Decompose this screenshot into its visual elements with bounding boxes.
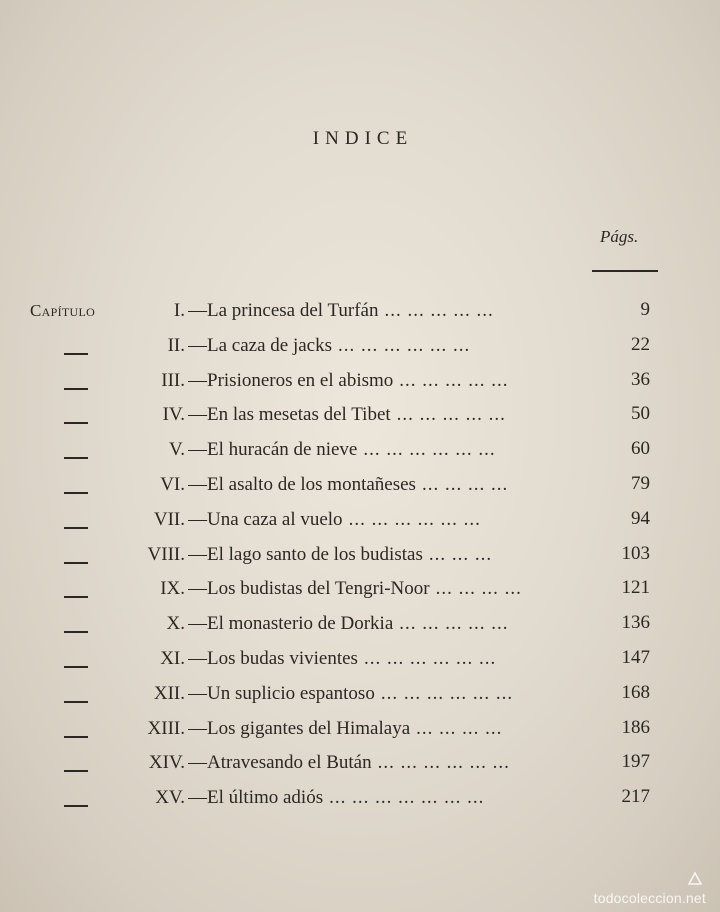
chapter-title: —Los budas vivientes [188,647,358,669]
chapter-title: —El lago santo de los budistas [188,543,423,565]
toc-entry [0,571,720,606]
chapter-title-line [188,300,596,322]
ditto-dash [64,388,88,390]
chapter-numeral: XIII. [147,717,185,739]
dot-leaders: ... ... ... ... ... ... [338,334,471,356]
chapter-numeral: XI. [160,647,185,669]
chapter-title: —Un suplicio espantoso [188,682,375,704]
chapter-title-line [188,718,596,740]
ditto-dash [64,422,88,424]
page-number: 147 [621,646,650,668]
chapter-title: —Los budistas del Tengri-Noor [188,578,430,600]
chapter-numeral: IX. [160,578,185,600]
page-number: 60 [631,438,650,460]
chapter-title-line [188,404,596,426]
chapter-numeral: IV. [162,404,185,426]
toc-entry [0,363,720,398]
toc-entry [0,328,720,363]
chapter-title-line [188,683,596,705]
page-number: 186 [621,716,650,738]
chapter-numeral: V. [168,439,185,461]
pages-column-rule [592,270,658,272]
toc-entry [0,745,720,780]
chapter-title-line [188,613,596,635]
chapter-numeral: III. [161,369,185,391]
ditto-dash [64,562,88,564]
chapter-numeral: X. [166,613,185,635]
chapter-title: —La princesa del Turfán [188,300,379,321]
dot-leaders: ... ... ... ... ... [399,613,509,635]
page-number: 168 [621,681,650,703]
page-title: INDICE [312,128,414,149]
chapter-numeral: I. [173,300,185,321]
chapter-numeral: VII. [153,508,185,530]
chapter-numeral: XV. [155,787,185,809]
dot-leaders: ... ... ... ... ... ... [380,682,514,704]
chapter-numeral: II. [167,334,185,356]
chapter-title-line [188,648,596,670]
chapter-title: —La caza de jacks [188,334,332,356]
page-number: 36 [631,368,650,390]
toc-entry [0,397,720,432]
chapter-title-line [188,578,596,600]
toc-entry [0,641,720,676]
toc-entry [0,537,720,572]
toc-entry [0,780,720,815]
ditto-dash [64,805,88,807]
ditto-dash [64,770,88,772]
ditto-dash [64,596,88,598]
chapter-title-line [188,335,596,357]
chapter-title-line [188,474,596,496]
toc-entry [0,293,720,328]
toc-entry [0,606,720,641]
page-number: 9 [640,299,650,320]
dot-leaders: ... ... ... [428,543,493,565]
dot-leaders: ... ... ... ... ... ... ... [329,787,485,809]
chapter-title: —El monasterio de Dorkia [188,613,394,635]
chapter-numeral: XIV. [148,752,185,774]
chapter-title: —El asalto de los montañeses [188,473,416,495]
table-of-contents [0,293,720,815]
dot-leaders: ... ... ... ... ... ... [363,439,496,461]
dot-leaders: ... ... ... ... ... ... [377,752,510,774]
chapter-title-line [188,787,596,809]
page-number: 94 [631,507,650,529]
toc-entry [0,432,720,467]
ditto-dash [64,631,88,633]
page-number: 136 [621,612,650,634]
chapter-title: —Prisioneros en el abismo [188,369,394,391]
page-number: 50 [631,403,650,425]
page-number: 197 [621,751,650,773]
toc-entry [0,467,720,502]
toc-entry [0,502,720,537]
dot-leaders: ... ... ... ... ... ... [348,508,481,530]
dot-leaders: ... ... ... ... ... [396,404,506,426]
chapter-title-line [188,544,596,566]
watermark-text: todocoleccion.net [593,890,706,906]
chapter-title-line [188,509,596,531]
chapter-numeral: VIII. [147,543,185,565]
chapter-title: —Una caza al vuelo [188,508,343,530]
dot-leaders: ... ... ... ... ... [399,369,509,391]
ditto-dash [64,353,88,355]
chapter-title-line [188,752,596,774]
dot-leaders: ... ... ... ... [416,717,503,739]
chapter-title-line [188,439,596,461]
pages-column-label: Págs. [600,227,639,246]
dot-leaders: ... ... ... ... [435,578,522,600]
chapter-title-line [188,370,596,392]
chapter-title: —Los gigantes del Himalaya [188,717,411,739]
dot-leaders: ... ... ... ... [421,473,509,495]
chapter-title: —En las mesetas del Tibet [188,404,391,426]
page-number: 22 [631,333,650,355]
chapter-title: —El huracán de nieve [188,439,358,461]
ditto-dash [64,736,88,738]
chapter-numeral: VI. [160,473,185,495]
page-number: 121 [621,577,650,599]
page-number: 79 [631,472,650,494]
ditto-dash [64,701,88,703]
page-number: 217 [621,786,650,808]
ditto-dash [64,666,88,668]
page-number: 103 [621,542,650,564]
toc-entry [0,676,720,711]
dot-leaders: ... ... ... ... ... ... [363,647,497,669]
dot-leaders: ... ... ... ... ... [384,300,494,321]
chapter-numeral: XII. [153,682,185,704]
ditto-dash [64,457,88,459]
chapter-label: Capítulo [30,301,96,320]
watermark-logo-icon [686,870,704,888]
ditto-dash [64,492,88,494]
chapter-title: —Atravesando el Bután [188,752,372,774]
toc-entry [0,711,720,746]
ditto-dash [64,527,88,529]
chapter-title: —El último adiós [188,787,324,809]
